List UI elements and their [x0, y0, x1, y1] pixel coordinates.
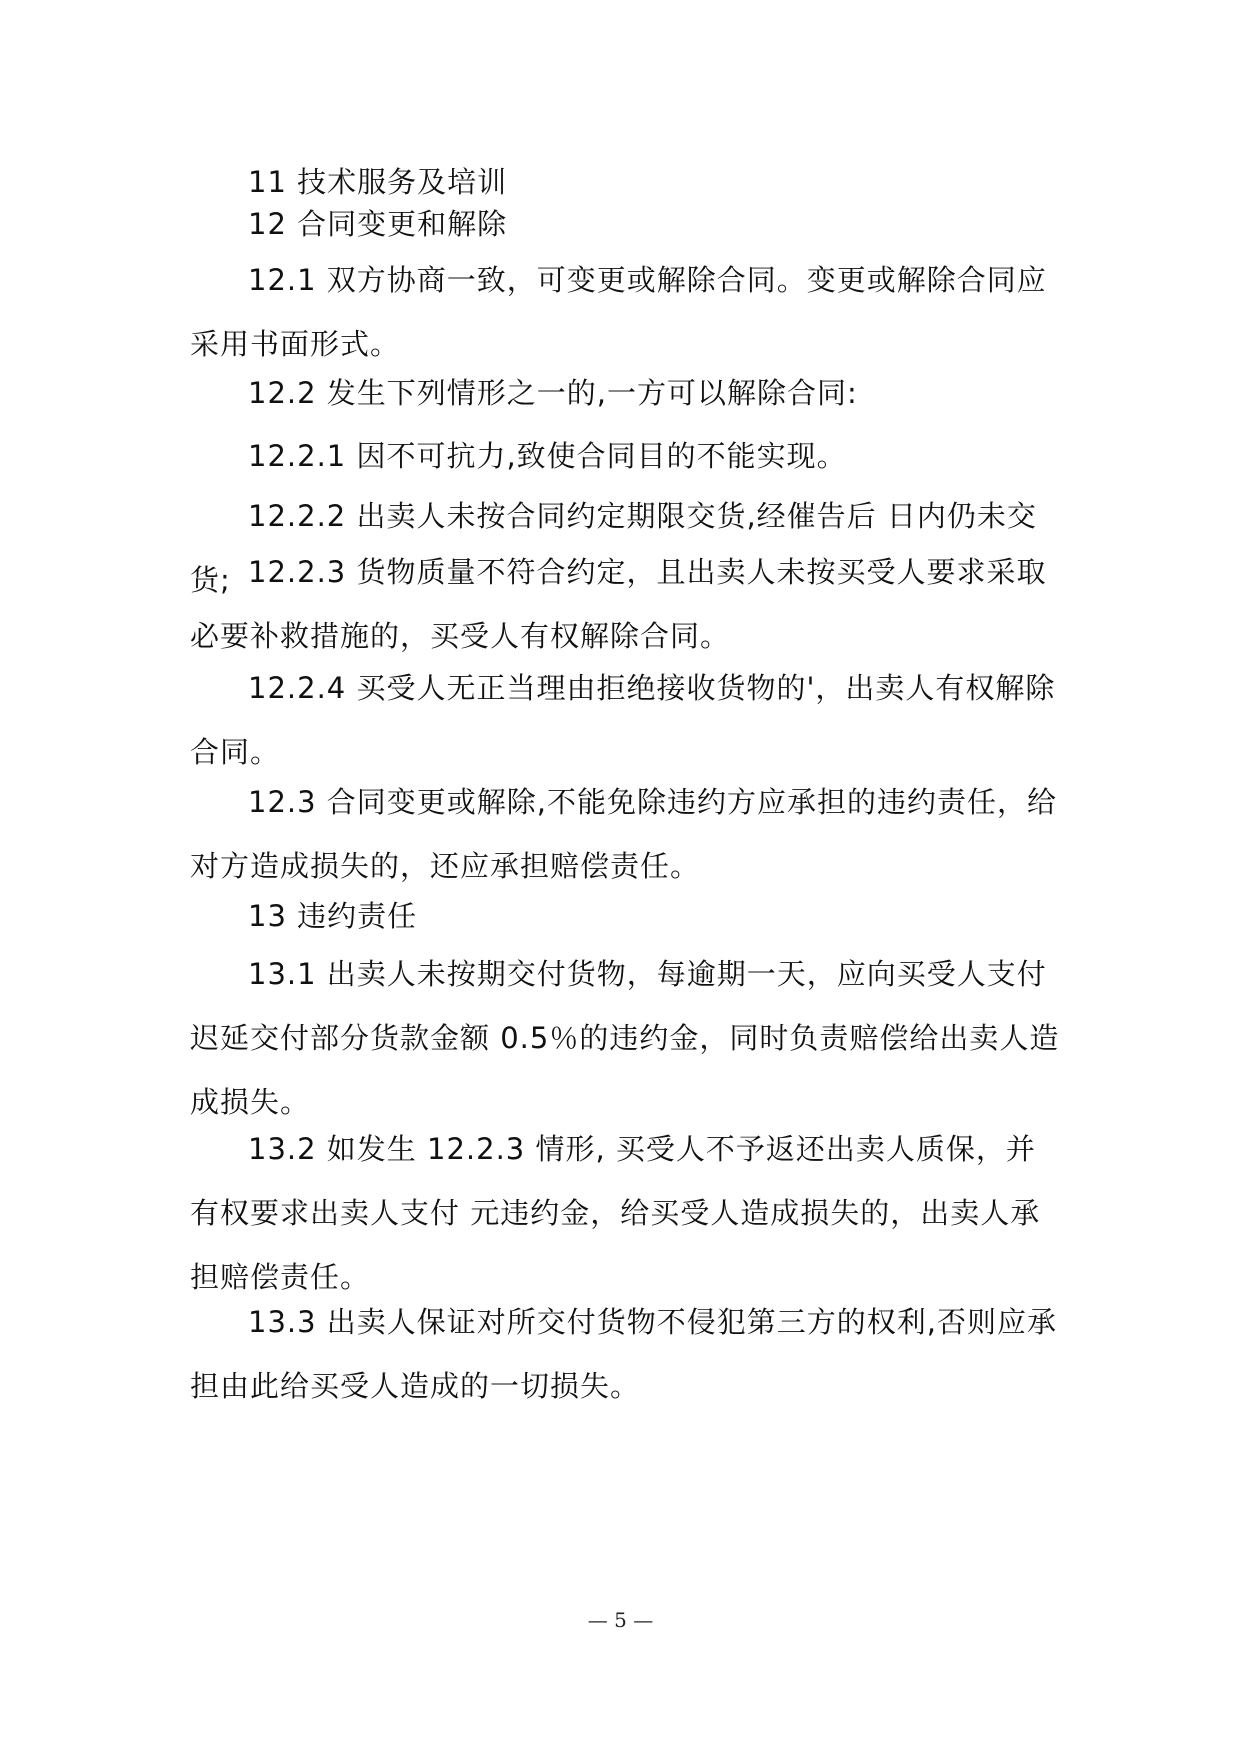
clause-13-3: 13.3 出卖人保证对所交付货物不侵犯第三方的权利,否则应承担由此给买受人造成的一切损失。	[190, 1305, 1058, 1403]
clause-13-2: 13.2 如发生 12.2.3 情形, 买受人不予返还出卖人质保，并有权要求出卖人支付 元违约金，给买受人造成损失的，出卖人承担赔偿责任。	[190, 1132, 1041, 1294]
clause-12-2-4: 12.2.4 买受人无正当理由拒绝接收货物的'，出卖人有权解除合同。	[190, 671, 1056, 769]
heading-breach-liability: 13 违约责任	[248, 899, 418, 933]
clause-12-2: 12.2 发生下列情形之一的,一方可以解除合同:	[248, 376, 858, 410]
clause-12-2-3: 12.2.3 货物质量不符合约定，且出卖人未按买受人要求采取必要补救措施的，买受人有权解除合同。	[190, 555, 1047, 653]
clause-13-1: 13.1 出卖人未按期交付货物，每逾期一天，应向买受人支付迟延交付部分货款金额 0.5％的违约金，同时负责赔偿给出卖人造成损失。	[190, 957, 1060, 1119]
clause-12-1: 12.1 双方协商一致，可变更或解除合同。变更或解除合同应采用书面形式。	[190, 263, 1047, 361]
heading-contract-change: 12 合同变更和解除	[248, 207, 508, 241]
heading-technical-service: 11 技术服务及培训	[248, 165, 508, 199]
page-number: — 5 —	[587, 1608, 654, 1632]
clause-12-3: 12.3 合同变更或解除,不能免除违约方应承担的违约责任，给对方造成损失的，还应承担赔偿责任。	[190, 785, 1058, 883]
clause-12-2-1: 12.2.1 因不可抗力,致使合同目的不能实现。	[248, 439, 847, 473]
clause-12-2-2: 12.2.2 出卖人未按合同约定期限交货,经催告后 日内仍未交货;	[190, 499, 1037, 597]
